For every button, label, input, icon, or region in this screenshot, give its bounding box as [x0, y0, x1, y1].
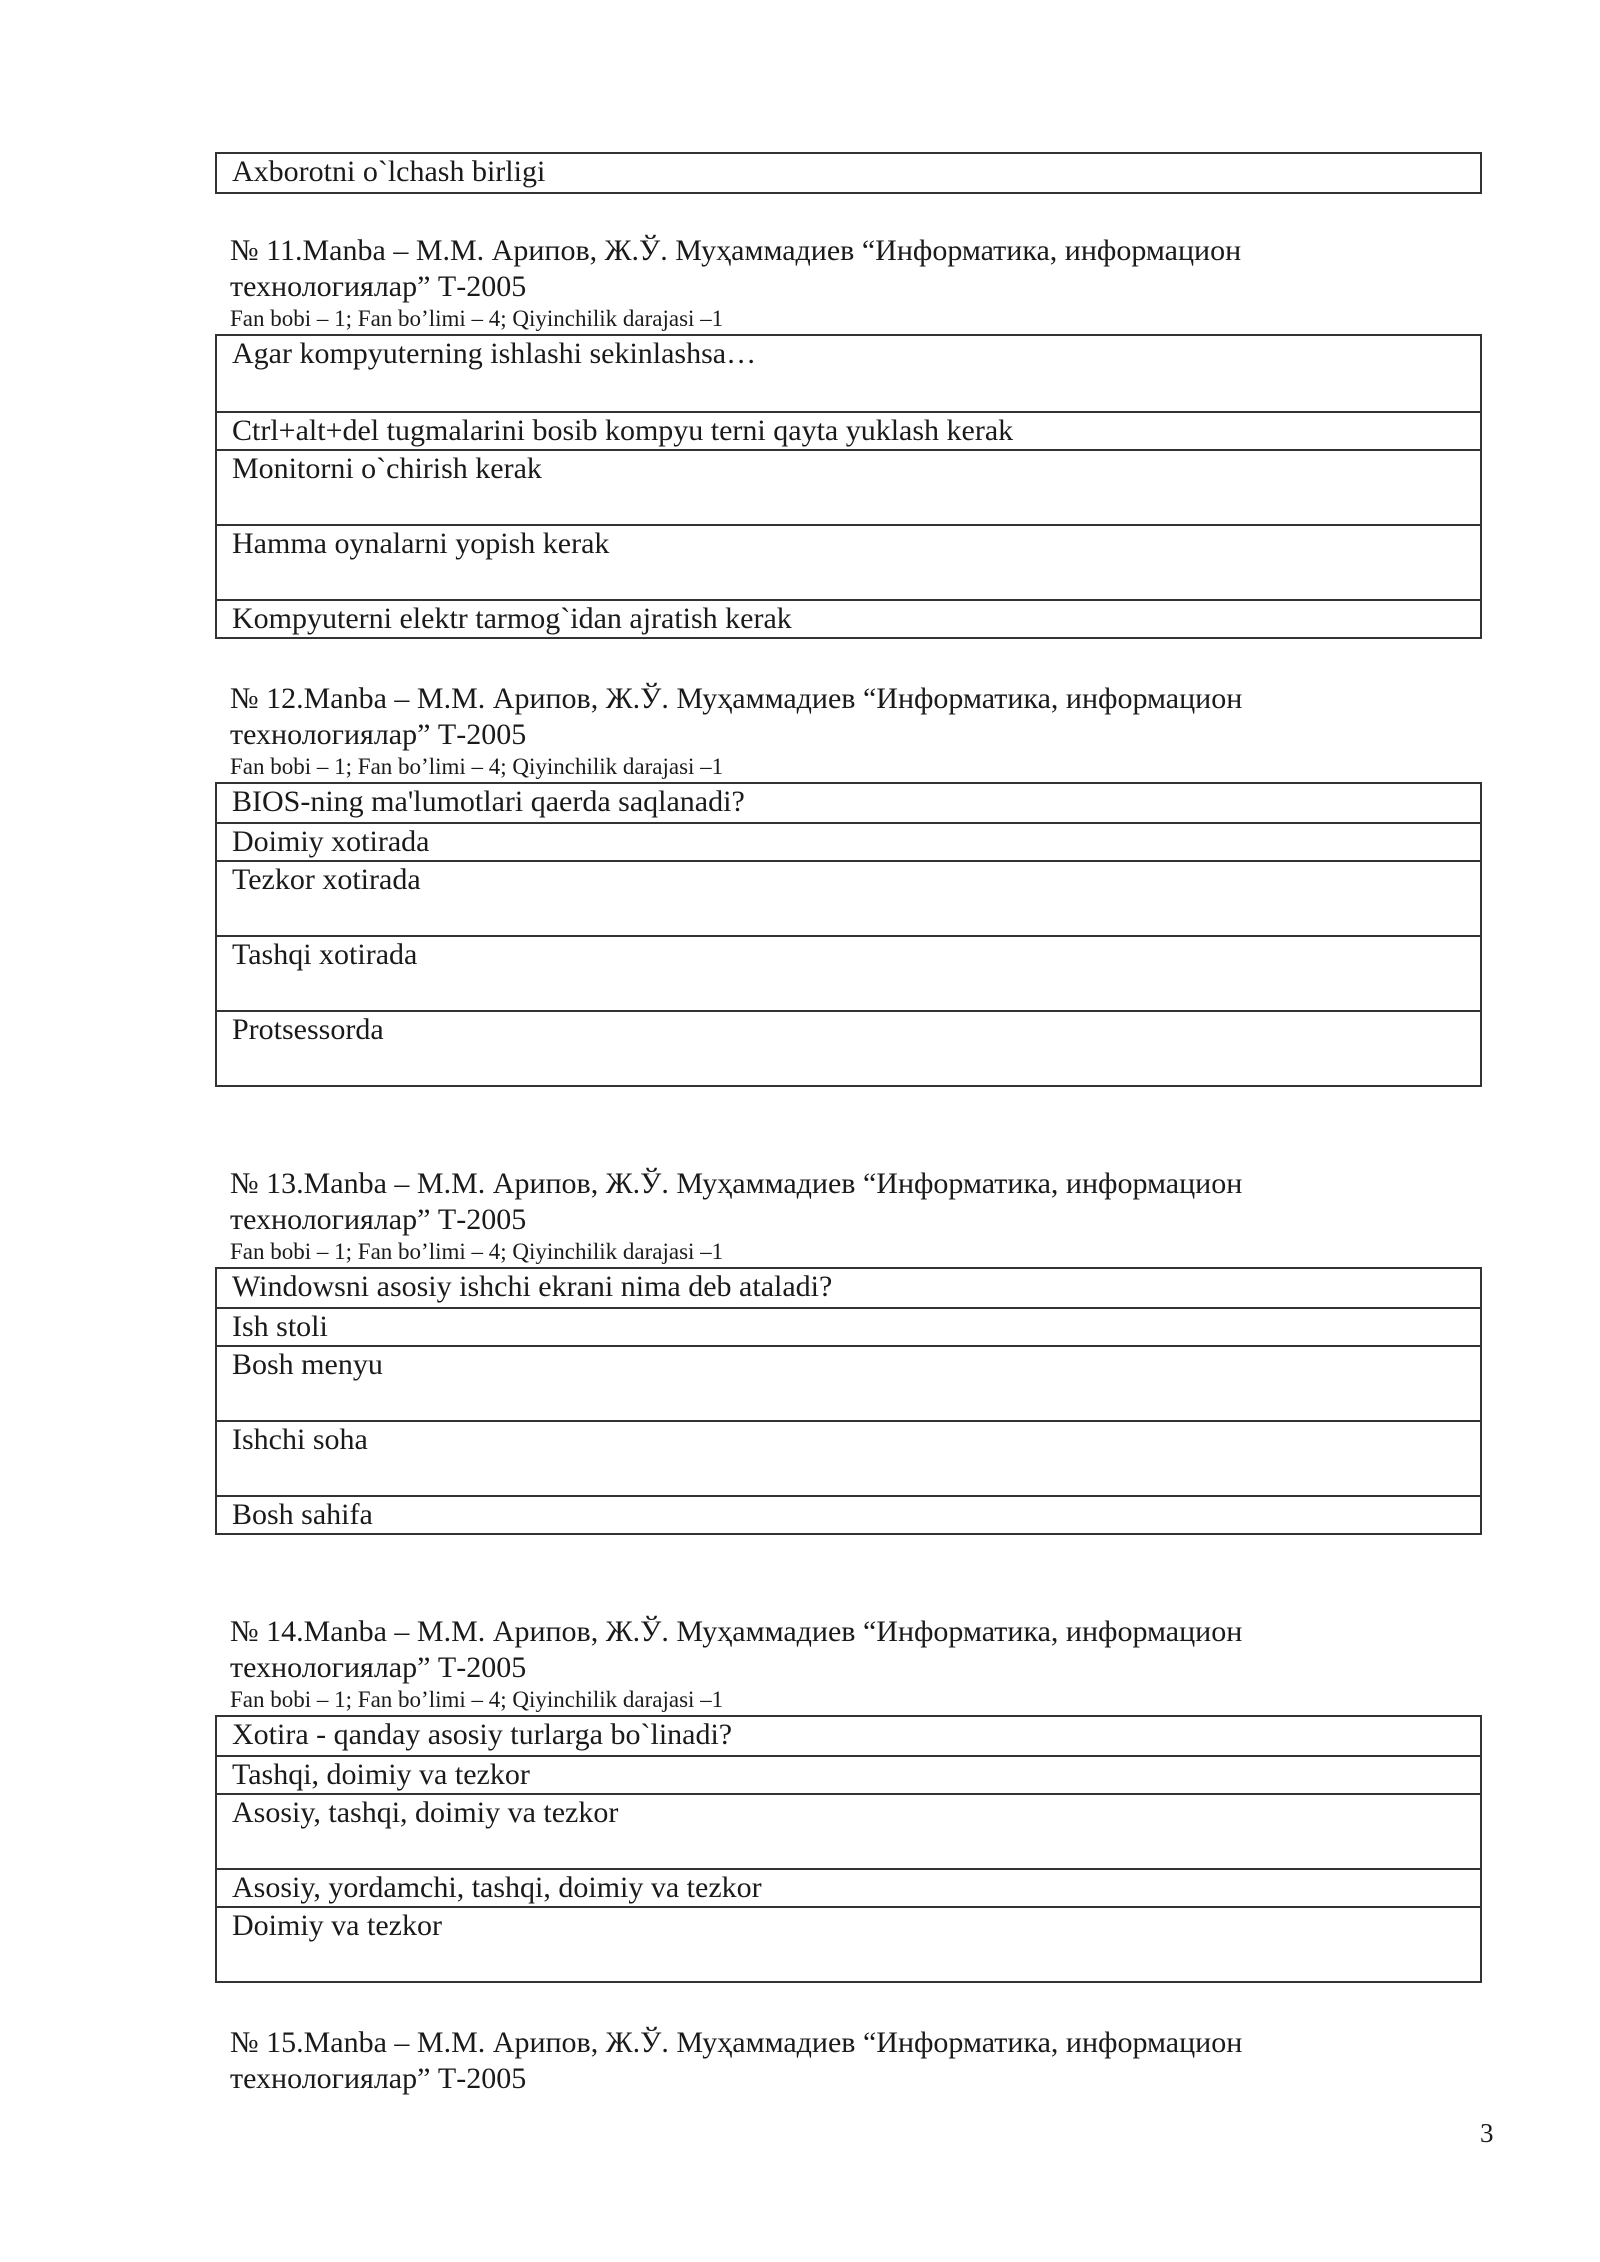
answer-option: Bosh sahifa: [217, 1495, 1480, 1533]
question-table: [215, 782, 1482, 1087]
question-source-line2: технологиялар” Т-2005: [230, 718, 527, 751]
question-source-line2: технологиялар” Т-2005: [230, 2062, 527, 2095]
answer-option: Doimiy xotirada: [217, 822, 1480, 860]
answer-option: Tashqi xotirada: [217, 935, 1480, 1010]
answer-option: Ctrl+alt+del tugmalarini bosib kompyu terni qayta yuklash kerak: [217, 411, 1480, 449]
question-table: [215, 1267, 1482, 1535]
question-text: Windowsni asosiy ishchi ekrani nima deb ataladi?: [232, 1270, 833, 1303]
question-text: Agar kompyuterning ishlashi sekinlashsa…: [232, 337, 757, 370]
question-source-line2: технологиялар” Т-2005: [230, 270, 527, 303]
question-text: Xotira - qanday asosiy turlarga bo`linadi?: [232, 1718, 733, 1751]
question-table: [215, 334, 1482, 639]
question-table: [215, 1715, 1482, 1983]
top-table: [215, 152, 1482, 194]
question-source-line1: № 13.Manba – М.М. Арипов, Ж.Ў. Муҳаммадиев “Информатика, информацион: [230, 1167, 1243, 1200]
question-meta: Fan bobi – 1; Fan bo’limi – 4; Qiyinchilik darajasi –1: [230, 306, 724, 331]
question-source-line1: № 14.Manba – М.М. Арипов, Ж.Ў. Муҳаммадиев “Информатика, информацион: [230, 1615, 1243, 1648]
answer-option: Tashqi, doimiy va tezkor: [217, 1755, 1480, 1793]
answer-option: Tezkor xotirada: [217, 860, 1480, 935]
answer-option: Asosiy, tashqi, doimiy va tezkor: [217, 1793, 1480, 1868]
answer-option: Hamma oynalarni yopish kerak: [217, 524, 1480, 599]
page-number: 3: [1480, 2118, 1494, 2148]
answer-option: Asosiy, yordamchi, tashqi, doimiy va tezkor: [217, 1868, 1480, 1906]
answer-option: Protsessorda: [217, 1010, 1480, 1085]
table-row: Axborotni o`lchash birligi: [232, 155, 546, 188]
answer-option: Kompyuterni elektr tarmog`idan ajratish kerak: [217, 599, 1480, 637]
question-source-line1: № 15.Manba – М.М. Арипов, Ж.Ў. Муҳаммадиев “Информатика, информацион: [230, 2026, 1243, 2059]
question-text: BIOS-ning ma'lumotlari qaerda saqlanadi?: [232, 785, 745, 818]
answer-option: Monitorni o`chirish kerak: [217, 449, 1480, 524]
question-source-line1: № 12.Manba – М.М. Арипов, Ж.Ў. Муҳаммадиев “Информатика, информацион: [230, 682, 1243, 715]
question-meta: Fan bobi – 1; Fan bo’limi – 4; Qiyinchilik darajasi –1: [230, 1687, 724, 1712]
answer-option: Ish stoli: [217, 1307, 1480, 1345]
question-meta: Fan bobi – 1; Fan bo’limi – 4; Qiyinchilik darajasi –1: [230, 754, 724, 779]
question-meta: Fan bobi – 1; Fan bo’limi – 4; Qiyinchilik darajasi –1: [230, 1239, 724, 1264]
answer-option: Doimiy va tezkor: [217, 1906, 1480, 1981]
question-source-line2: технологиялар” Т-2005: [230, 1651, 527, 1684]
answer-option: Bosh menyu: [217, 1345, 1480, 1420]
answer-option: Ishchi soha: [217, 1420, 1480, 1495]
question-source-line1: № 11.Manba – М.М. Арипов, Ж.Ў. Муҳаммадиев “Информатика, информацион: [230, 234, 1242, 267]
question-source-line2: технологиялар” Т-2005: [230, 1203, 527, 1236]
